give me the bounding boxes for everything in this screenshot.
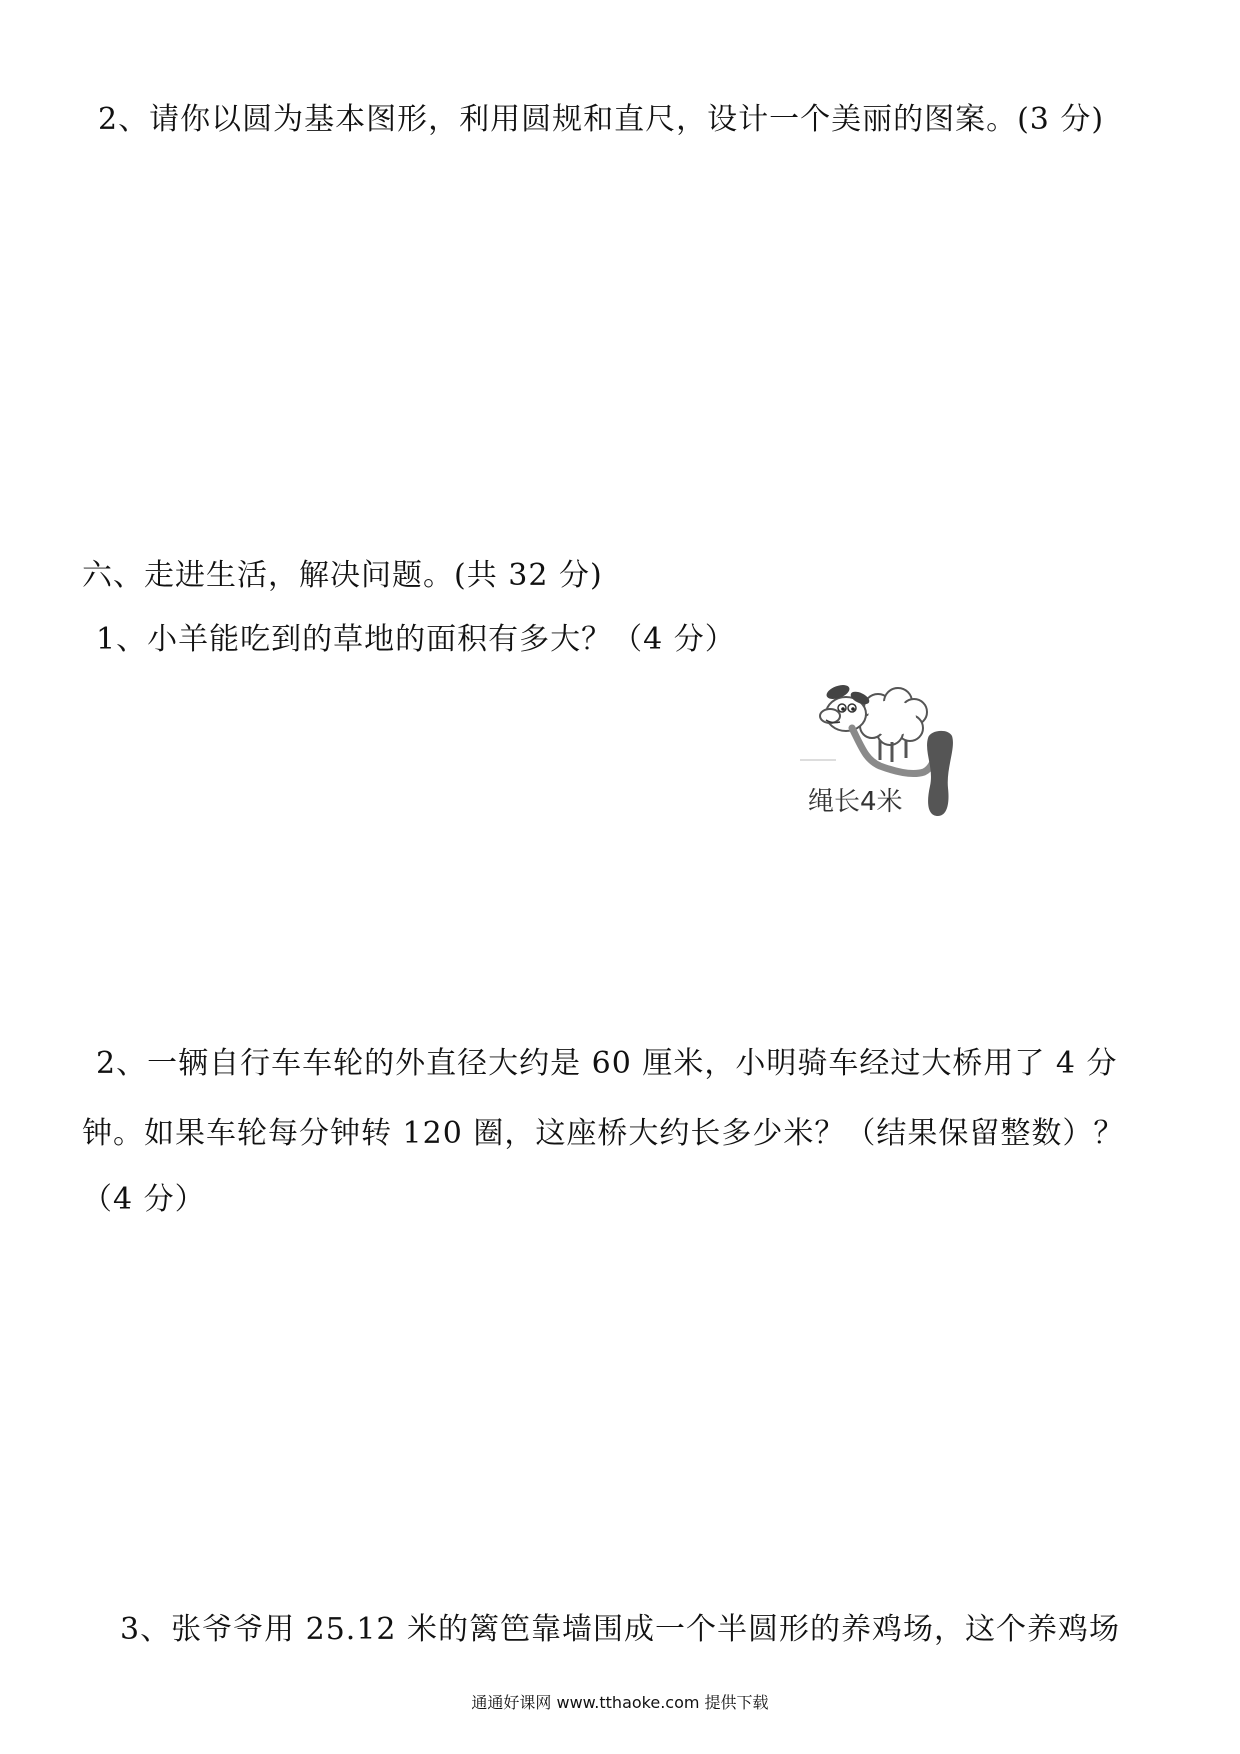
q2-question-line-2: 钟。如果车轮每分钟转 120 圈，这座桥大约长多少米？（结果保留整数）？ (82, 1116, 1125, 1151)
q2-question-line-3: （4 分） (82, 1182, 206, 1217)
q1-question: 1、小羊能吃到的草地的面积有多大？（4 分） (96, 622, 736, 657)
q2-question-line-1: 2、一辆自行车车轮的外直径大约是 60 厘米，小明骑车经过大桥用了 4 分 (96, 1046, 1118, 1081)
q3-question-line-1: 3、张爷爷用 25.12 米的篱笆靠墙围成一个半圆形的养鸡场，这个养鸡场 (120, 1612, 1121, 1647)
rope-length-label: 绳长4米 (808, 787, 903, 817)
section-6-heading: 六、走进生活，解决问题。(共 32 分) (82, 558, 603, 593)
page-footer: 通通好课网 www.tthaoke.com 提供下载 (471, 1693, 769, 1712)
q2-design-question: 2、请你以圆为基本图形，利用圆规和直尺，设计一个美丽的图案。(3 分) (98, 102, 1105, 137)
